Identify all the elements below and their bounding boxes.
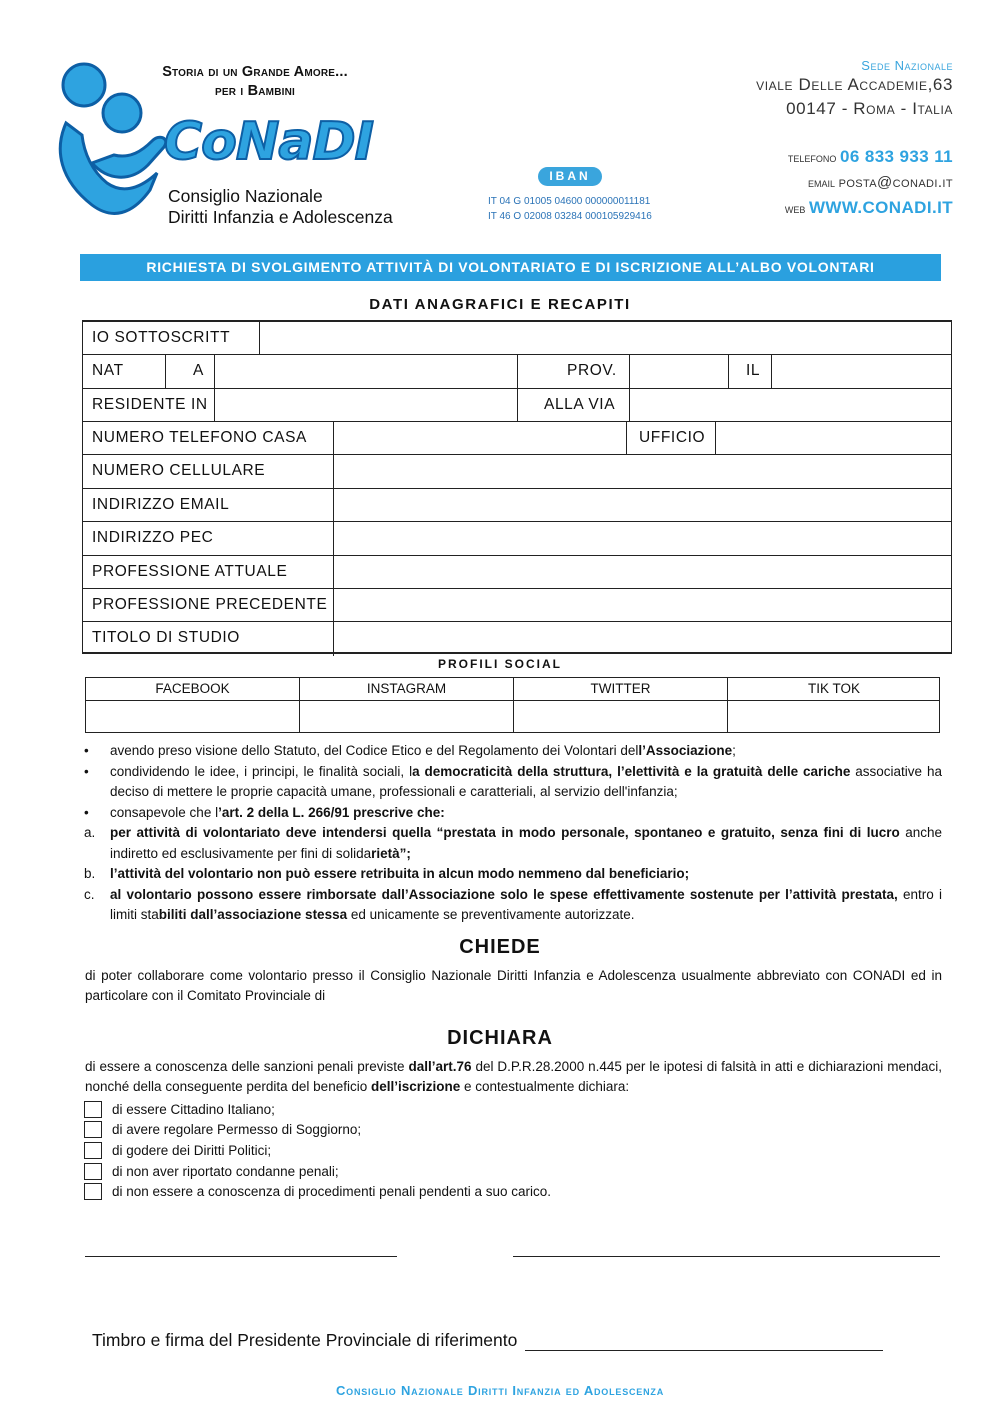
social-col-twitter: TWITTER: [590, 681, 651, 696]
list-marker: a.: [84, 825, 96, 840]
phone-label: telefono: [787, 150, 837, 165]
field-prof-attuale[interactable]: [335, 556, 949, 588]
contact-block: [756, 58, 953, 221]
tagline-line-1: Storia di un Grande Amore...: [162, 64, 348, 80]
field-data-nascita[interactable]: [773, 355, 949, 388]
field-pec[interactable]: [335, 522, 949, 555]
field-titolo-studio[interactable]: [335, 622, 949, 654]
logo-wordmark: CoNaDI: [164, 112, 374, 172]
dichiara-title: DICHIARA: [447, 1027, 553, 1049]
label-email: INDIRIZZO EMAIL: [92, 496, 230, 513]
org-name-line-1: Consiglio Nazionale: [168, 186, 323, 206]
timbro-firma: [92, 1330, 883, 1351]
text-run: consapevole che l: [110, 804, 219, 820]
declaration-item: [84, 1181, 551, 1202]
section-social-title: PROFILI SOCIAL: [438, 657, 562, 671]
premise-item: [82, 864, 942, 885]
field-tel-casa[interactable]: [335, 422, 625, 454]
text-run: anche indiretto ed esclusivamente per fini di solida: [110, 825, 942, 861]
timbro-label: Timbro e firma del Presidente Provinciale di riferimento: [92, 1330, 518, 1350]
declaration-item: [84, 1140, 551, 1161]
field-sottoscritto[interactable]: [261, 322, 949, 354]
list-marker: •: [84, 743, 89, 758]
text-run: avendo preso visione dello Statuto, del Codice Etico e del Regolamento dei Volontari del: [110, 743, 639, 758]
field-residenza[interactable]: [216, 389, 516, 421]
declaration-checkbox[interactable]: [84, 1121, 102, 1138]
personal-data-table: [82, 320, 952, 654]
label-nato: NAT: [92, 362, 124, 379]
declaration-checkbox[interactable]: [84, 1163, 102, 1180]
premise-item: [82, 741, 942, 762]
timbro-signature-line[interactable]: [525, 1331, 883, 1351]
text-run: condividendo le idee, i principi, le finalità sociali, l: [110, 763, 413, 779]
text-run: biliti dall’associazione stessa: [158, 907, 348, 922]
list-marker: c.: [84, 886, 95, 902]
label-alla-via: ALLA VIA: [544, 396, 616, 413]
email-label: email: [807, 175, 835, 190]
label-cellulare: NUMERO CELLULARE: [92, 462, 266, 479]
premise-item: [82, 762, 942, 803]
social-col-instagram: INSTAGRAM: [366, 681, 447, 696]
label-tel-casa: NUMERO TELEFONO CASA: [92, 429, 307, 446]
text-run: dall’art.76: [408, 1059, 472, 1074]
list-marker: b.: [84, 866, 96, 881]
premise-item: [82, 803, 942, 824]
field-email[interactable]: [335, 489, 949, 521]
label-prof-precedente: PROFESSIONE PRECEDENTE: [92, 596, 328, 613]
declaration-label: di godere dei Diritti Politici;: [112, 1142, 272, 1158]
text-run: al volontario possono essere rimborsate dall’Associazione solo le spese effettivamente sostenute per l’attività prestata,: [110, 886, 898, 902]
declaration-checkbox[interactable]: [84, 1101, 102, 1118]
premise-item: [82, 885, 942, 926]
text-run: associative ha deciso di mettere le proprie capacità umane, professionali e caratteriali, al servizio dell'infanzia;: [110, 763, 942, 799]
text-run: l’Associazione: [638, 743, 733, 758]
iban-1: IT 04 G 01005 04600 000000011181: [488, 196, 651, 207]
declaration-item: [84, 1120, 551, 1141]
premises-list: [82, 741, 942, 926]
field-cellulare[interactable]: [335, 455, 949, 488]
phone-number: 06 833 933 11: [840, 147, 953, 166]
org-name: [168, 186, 393, 228]
label-prov: PROV.: [567, 362, 617, 379]
footer-org-name: Consiglio Nazionale Diritti Infanzia ed Adolescenza: [335, 1383, 665, 1398]
web-row: [756, 196, 953, 221]
sede-label: Sede Nazionale: [861, 58, 953, 73]
text-run: ;: [732, 743, 736, 758]
field-tel-ufficio[interactable]: [717, 422, 949, 454]
field-prof-precedente[interactable]: [335, 589, 949, 621]
web-label: web: [784, 201, 806, 216]
section-dati-title: DATI ANAGRAFICI E RECAPITI: [369, 296, 631, 313]
premise-item: [82, 823, 942, 864]
signature-line-right[interactable]: [513, 1256, 940, 1257]
field-tiktok[interactable]: [728, 701, 940, 732]
tagline-line-2: per i Bambini: [214, 83, 296, 99]
text-run: rietà”;: [371, 845, 411, 861]
social-table: [85, 677, 940, 733]
field-luogo-nascita[interactable]: [216, 355, 516, 388]
text-run: del D.P.R.28.2000 n.445 per le ipotesi di falsità in atti e dichiarazioni mendaci, nonché della conseguente perdita del beneficio: [85, 1059, 942, 1094]
declaration-item: [84, 1099, 551, 1120]
text-run: dell’iscrizione: [370, 1079, 461, 1094]
text-run: entro i limiti sta: [110, 886, 943, 922]
field-via[interactable]: [631, 389, 949, 421]
signature-line-left[interactable]: [85, 1256, 397, 1257]
text-run: a democraticità della struttura, l’elettività e la gratuità delle cariche: [412, 763, 851, 779]
label-pec: INDIRIZZO PEC: [92, 529, 214, 546]
text-run: e contestualmente dichiara:: [460, 1079, 630, 1094]
declaration-checklist: [84, 1099, 551, 1202]
label-ufficio: UFFICIO: [639, 429, 706, 446]
field-provincia[interactable]: [631, 355, 727, 388]
text-run: di essere a conoscenza delle sanzioni penali previste: [85, 1059, 409, 1074]
field-twitter[interactable]: [514, 701, 727, 732]
label-titolo-studio: TITOLO DI STUDIO: [92, 629, 240, 646]
text-run: l’attività del volontario non può essere retribuita in alcun modo nemmeno dal beneficiario;: [110, 866, 690, 881]
list-marker: •: [84, 804, 89, 820]
declaration-checkbox[interactable]: [84, 1183, 102, 1200]
web-address: WWW.CONADI.IT: [808, 198, 953, 217]
text-run: ed unicamente se preventivamente autorizzate.: [347, 907, 635, 922]
declaration-item: [84, 1161, 551, 1182]
social-col-tiktok: TIK TOK: [807, 681, 861, 696]
label-residente: RESIDENTE IN: [92, 396, 208, 413]
text-run: per attività di volontariato deve intendersi quella “prestata in modo personale, spontaneo e gratuito, senza fini di lucro: [110, 825, 900, 840]
list-marker: •: [84, 763, 89, 779]
text-run: ’art. 2 della L. 266/91 prescrive che:: [218, 804, 445, 820]
dichiara-text: [85, 1057, 942, 1097]
label-il: IL: [746, 362, 761, 379]
iban-badge: IBAN: [538, 167, 602, 186]
declaration-label: di essere Cittadino Italiano;: [112, 1101, 275, 1117]
chiede-text: di poter collaborare come volontario presso il Consiglio Nazionale Diritti Infanzia e Adolescenza usualmente abbreviato con CONADI ed in particolare con il Comitato Provinciale di: [85, 968, 942, 1003]
chiede-title: CHIEDE: [459, 936, 541, 958]
form-title-banner: RICHIESTA DI SVOLGIMENTO ATTIVITÀ DI VOLONTARIATO E DI ISCRIZIONE ALL’ALBO VOLONTARI: [80, 254, 941, 281]
phone-row: [756, 145, 953, 170]
label-prof-attuale: PROFESSIONE ATTUALE: [92, 563, 288, 580]
email-address: posta@conadi.it: [838, 174, 953, 191]
address-line-2: 00147 - Roma - Italia: [786, 99, 953, 118]
address-line-1: viale Delle Accademie,63: [756, 75, 953, 94]
label-sottoscritto: IO SOTTOSCRITT: [92, 329, 231, 346]
social-col-facebook: FACEBOOK: [155, 681, 230, 696]
iban-list: [488, 194, 652, 224]
org-name-line-2: Diritti Infanzia e Adolescenza: [168, 207, 393, 227]
declaration-checkbox[interactable]: [84, 1142, 102, 1159]
declaration-label: di non aver riportato condanne penali;: [112, 1163, 339, 1179]
iban-2: IT 46 O 02008 03284 000105929416: [488, 211, 652, 222]
label-a: A: [193, 362, 204, 379]
email-row: [756, 170, 953, 196]
field-facebook[interactable]: [86, 701, 299, 732]
declaration-label: di non essere a conoscenza di procedimenti penali pendenti a suo carico.: [112, 1184, 552, 1200]
field-instagram[interactable]: [300, 701, 513, 732]
declaration-label: di avere regolare Permesso di Soggiorno;: [112, 1122, 362, 1138]
logo-tagline: [155, 63, 355, 101]
